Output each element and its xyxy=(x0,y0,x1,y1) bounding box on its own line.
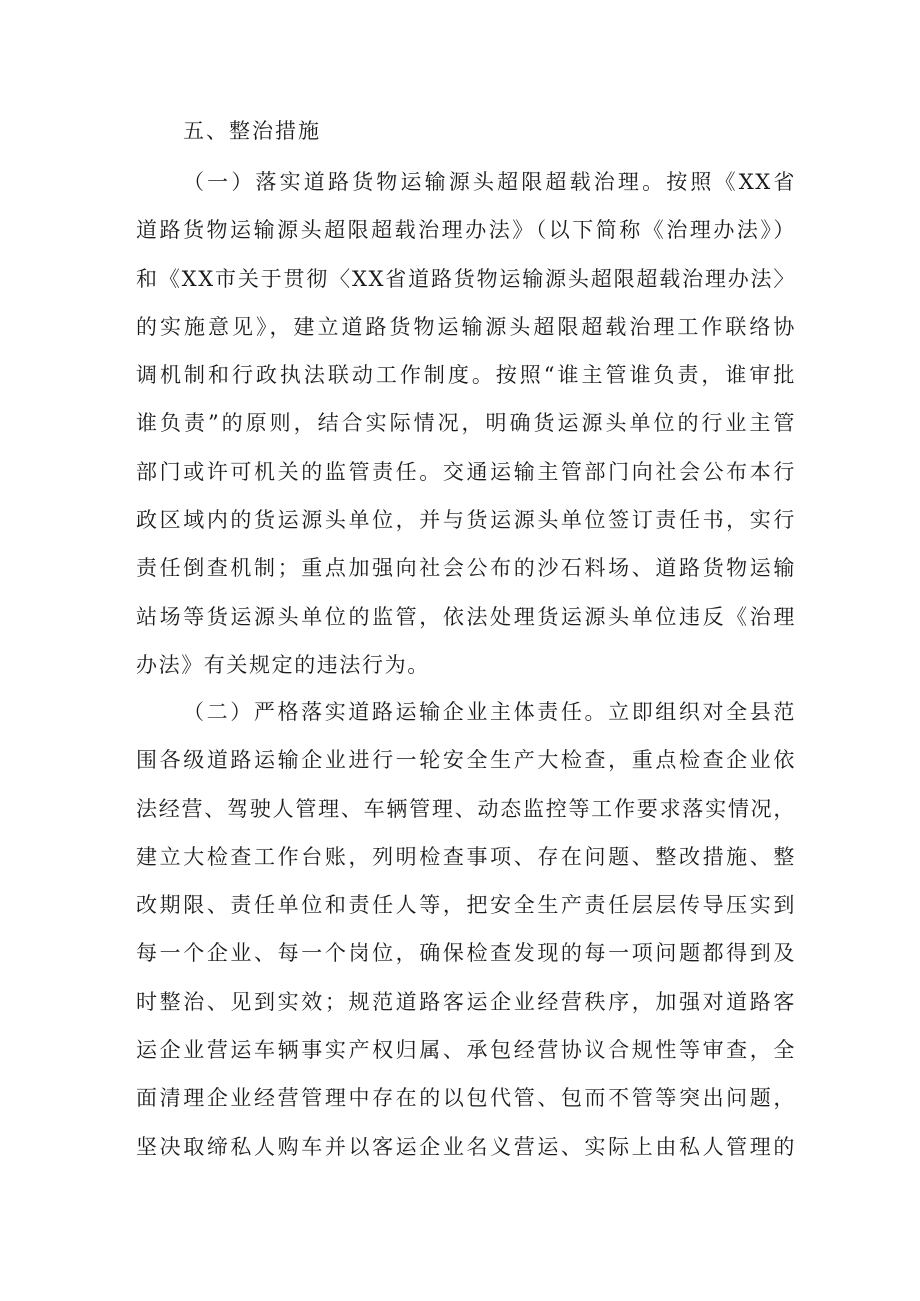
paragraph-1 xyxy=(136,158,796,689)
paragraph-line: 时整治、见到实效；规范道路客运企业经营秩序，加强对道路客 xyxy=(136,989,796,1014)
paragraph-line: 政区域内的货运源头单位，并与货运源头单位签订责任书，实行 xyxy=(136,508,796,533)
paragraph-line: 改期限、责任单位和责任人等，把安全生产责任层层传导压实到 xyxy=(136,893,796,918)
paragraph-line: 站场等货运源头单位的监管，依法处理货运源头单位违反《治理 xyxy=(136,604,796,629)
paragraph-line: 建立大检查工作台账，列明检查事项、存在问题、整改措施、整 xyxy=(136,844,796,869)
section-heading: 五、整治措施 xyxy=(183,119,321,143)
paragraph-2 xyxy=(136,688,796,1171)
paragraph-line: 围各级道路运输企业进行一轮安全生产大检查，重点检查企业依 xyxy=(136,748,796,773)
paragraph-line: 面清理企业经营管理中存在的以包代管、包而不管等突出问题， xyxy=(136,1086,796,1111)
paragraph-line: 部门或许可机关的监管责任。交通运输主管部门向社会公布本行 xyxy=(136,459,796,484)
paragraph-line: 每一个企业、每一个岗位，确保检查发现的每一项问题都得到及 xyxy=(136,941,796,966)
paragraph-line: 调机制和行政执法联动工作制度。按照“谁主管谁负责，谁审批 xyxy=(136,363,796,388)
paragraph-line: 和《XX市关于贯彻〈XX省道路货物运输源头超限超载治理办法〉 xyxy=(136,266,796,291)
paragraph-line: 谁负责”的原则，结合实际情况，明确货运源头单位的行业主管 xyxy=(136,411,796,436)
paragraph-line: 办法》有关规定的违法行为。 xyxy=(136,652,430,677)
paragraph-line: 运企业营运车辆事实产权归属、承包经营协议合规性等审查，全 xyxy=(136,1038,796,1063)
paragraph-line: 责任倒查机制；重点加强向社会公布的沙石料场、道路货物运输 xyxy=(136,556,796,581)
paragraph-line: （二）严格落实道路运输企业主体责任。立即组织对全县范 xyxy=(183,700,796,724)
paragraph-line: 道路货物运输源头超限超载治理办法》（以下简称《治理办法》） xyxy=(136,218,796,243)
paragraph-line: 坚决取缔私人购车并以客运企业名义营运、实际上由私人管理的 xyxy=(136,1134,796,1159)
paragraph-line: （一）落实道路货物运输源头超限超载治理。按照《XX省 xyxy=(183,170,796,194)
paragraph-line: 法经营、驾驶人管理、车辆管理、动态监控等工作要求落实情况， xyxy=(136,796,796,821)
paragraph-line: 的实施意见》，建立道路货物运输源头超限超载治理工作联络协 xyxy=(136,314,796,339)
